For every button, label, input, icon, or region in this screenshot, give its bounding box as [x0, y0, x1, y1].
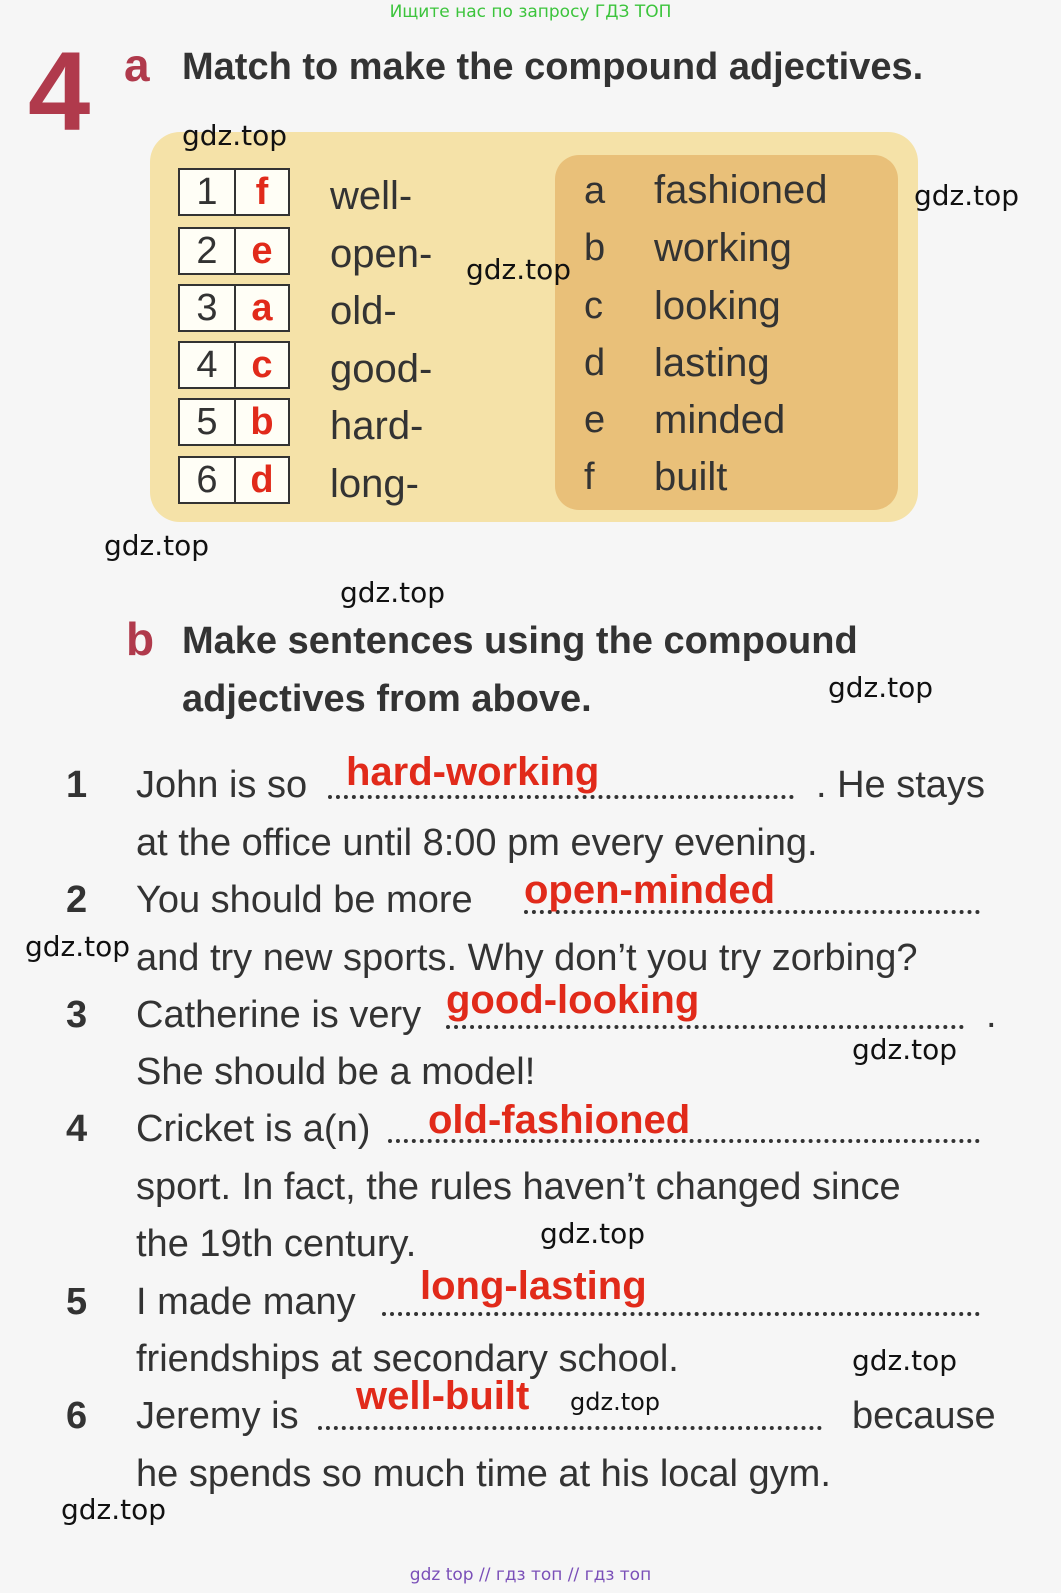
stem-box-4 — [178, 341, 290, 389]
part-a-letter: a — [124, 39, 150, 91]
sentence-text: friendships at secondary school. — [136, 1338, 679, 1380]
stem-box-3 — [178, 284, 290, 332]
stem-box-6 — [178, 456, 290, 504]
option-letter: e — [584, 399, 606, 441]
sentence-number: 2 — [66, 879, 88, 921]
sentence-text: John is so — [136, 764, 308, 806]
part-b-instruction-line2: adjectives from above. — [182, 678, 592, 720]
stem-answer[interactable]: c — [251, 343, 273, 386]
sentence-number: 3 — [66, 994, 88, 1036]
sentence-text: She should be a model! — [136, 1051, 536, 1093]
stem-number: 4 — [180, 343, 236, 387]
watermark: gdz.top — [852, 1344, 958, 1377]
sentence-text: at the office until 8:00 pm every evening. — [136, 822, 818, 864]
option-word: working — [654, 226, 792, 270]
watermark: gdz.top — [61, 1493, 167, 1526]
option-letter: a — [584, 170, 606, 212]
watermark: gdz.top — [914, 179, 1020, 212]
option-word: minded — [654, 398, 786, 442]
stem-answer[interactable]: d — [250, 458, 274, 501]
answer-text[interactable]: long-lasting — [420, 1264, 647, 1308]
part-b-instruction-line1: Make sentences using the compound — [182, 620, 858, 662]
watermark: gdz.top — [182, 119, 288, 152]
top-banner: Ищите нас по запросу ГДЗ ТОП — [389, 2, 672, 22]
answer-text[interactable]: open-minded — [524, 868, 776, 912]
answer-line — [318, 1426, 822, 1430]
stem-box-2 — [178, 227, 290, 275]
sentence-number: 6 — [66, 1395, 88, 1437]
stem-answer[interactable]: b — [250, 400, 274, 443]
sentence-text: Catherine is very — [136, 994, 422, 1036]
watermark: gdz.top — [852, 1033, 958, 1066]
option-word: looking — [654, 284, 781, 328]
answer-text[interactable]: hard-working — [346, 750, 600, 794]
answer-text[interactable]: well-built — [356, 1374, 530, 1418]
watermark: gdz.top — [25, 930, 131, 963]
part-a-instruction: Match to make the compound adjectives. — [182, 46, 924, 88]
sentence-text: sport. In fact, the rules haven’t changed since — [136, 1166, 901, 1208]
option-letter: b — [584, 227, 606, 269]
sentence-text: You should be more — [136, 879, 473, 921]
watermark: gdz.top — [104, 529, 210, 562]
stem-word: hard- — [330, 404, 424, 448]
watermark: gdz.top — [466, 253, 572, 286]
stem-word: old- — [330, 289, 397, 333]
sentence-text: . — [986, 994, 997, 1036]
option-letter: f — [584, 456, 595, 498]
sentence-text: because — [852, 1395, 996, 1437]
sentence-text: the 19th century. — [136, 1223, 417, 1265]
watermark: gdz.top — [828, 671, 934, 704]
watermark: gdz.top — [340, 576, 446, 609]
sentence-number: 1 — [66, 764, 88, 806]
option-letter: c — [584, 285, 603, 327]
answer-line — [328, 795, 794, 799]
sentence-text: Jeremy is — [136, 1395, 299, 1437]
stem-number: 5 — [180, 400, 236, 444]
answer-text[interactable]: good-looking — [446, 978, 700, 1022]
stem-number: 1 — [180, 170, 236, 214]
stem-word: long- — [330, 462, 419, 506]
stem-number: 6 — [180, 458, 236, 502]
stem-answer[interactable]: f — [255, 170, 269, 213]
stem-number: 2 — [180, 229, 236, 273]
stem-word: good- — [330, 347, 433, 391]
option-word: lasting — [654, 341, 770, 385]
stem-answer[interactable]: a — [251, 286, 273, 329]
bottom-banner: gdz top // гдз топ // гдз топ — [409, 1565, 652, 1585]
stem-number: 3 — [180, 286, 236, 330]
option-letter: d — [584, 342, 606, 384]
sentence-text: . He stays — [816, 764, 985, 806]
option-word: built — [654, 455, 728, 499]
sentence-number: 5 — [66, 1281, 88, 1323]
sentence-text: Cricket is a(n) — [136, 1108, 371, 1150]
sentence-text: he spends so much time at his local gym. — [136, 1453, 831, 1495]
answer-text[interactable]: old-fashioned — [428, 1098, 691, 1142]
answer-line — [382, 1312, 980, 1316]
stem-word: well- — [330, 174, 413, 218]
sentence-text: I made many — [136, 1281, 356, 1323]
exercise-number: 4 — [28, 29, 91, 154]
stem-word: open- — [330, 232, 433, 276]
option-word: fashioned — [654, 168, 828, 212]
stem-box-1 — [178, 168, 290, 216]
watermark: gdz.top — [570, 1388, 661, 1416]
stem-answer[interactable]: e — [251, 229, 273, 272]
watermark: gdz.top — [540, 1217, 646, 1250]
part-b-letter: b — [126, 613, 155, 665]
sentence-number: 4 — [66, 1108, 88, 1150]
stem-box-5 — [178, 398, 290, 446]
sentence-text: and try new sports. Why don’t you try zorbing? — [136, 937, 918, 979]
answer-line — [446, 1025, 964, 1029]
